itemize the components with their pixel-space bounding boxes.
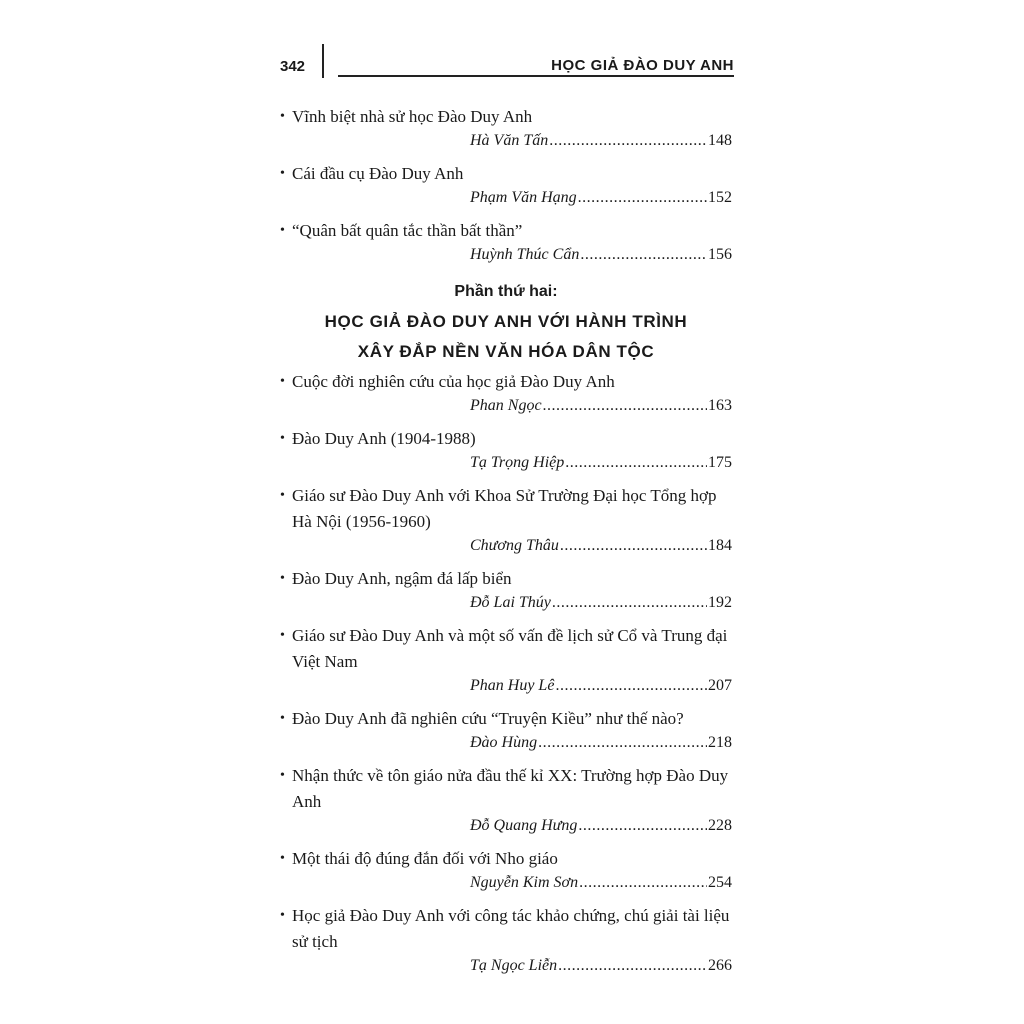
toc-entry-title: Đào Duy Anh (1904-1988) — [292, 429, 476, 448]
toc-entry-title: Đào Duy Anh đã nghiên cứu “Truyện Kiều” như thế nào? — [292, 709, 684, 728]
toc-entry-author: Hà Văn Tấn — [470, 132, 549, 149]
toc-entry-page: 163 — [708, 397, 732, 414]
toc-entry-title: Đào Duy Anh, ngậm đá lấp biển — [292, 569, 512, 588]
toc-entry — [280, 706, 732, 755]
header-rule — [338, 75, 734, 77]
toc-entry — [280, 623, 732, 698]
toc-entry-title: Vĩnh biệt nhà sử học Đào Duy Anh — [292, 107, 533, 126]
bullet: • — [280, 166, 285, 181]
dot-leader — [552, 591, 707, 615]
toc-entry-title: Giáo sư Đào Duy Anh và một số vấn đề lịch sử Cổ và Trung đại Việt Nam — [292, 626, 728, 671]
toc-entry — [280, 426, 732, 475]
bullet: • — [280, 488, 285, 503]
bullet: • — [280, 431, 285, 446]
toc-entry-author: Nguyễn Kim Sơn — [470, 874, 579, 891]
dot-leader — [578, 186, 707, 210]
section-title-line-1: HỌC GIẢ ĐÀO DUY ANH VỚI HÀNH TRÌNH — [324, 312, 688, 331]
toc-entry-page: 218 — [708, 734, 732, 751]
toc-entry-title: Học giả Đào Duy Anh với công tác khảo chứng, chú giải tài liệu sử tịch — [292, 906, 730, 951]
section-title-line-2: XÂY ĐẮP NỀN VĂN HÓA DÂN TỘC — [357, 342, 655, 361]
toc-entry — [280, 218, 732, 267]
toc-entry-author: Huỳnh Thúc Cẩn — [470, 246, 580, 263]
toc-entry-page: 184 — [708, 537, 732, 554]
dot-leader — [549, 129, 707, 153]
bullet: • — [280, 851, 285, 866]
toc-entry — [280, 903, 732, 978]
toc-entry — [280, 104, 732, 153]
toc-entry-title: Giáo sư Đào Duy Anh với Khoa Sử Trường Đại học Tổng hợp Hà Nội (1956-1960) — [292, 486, 717, 531]
dot-leader — [565, 451, 707, 475]
toc-entry-page: 228 — [708, 817, 732, 834]
toc-entry-author: Phạm Văn Hạng — [470, 189, 577, 206]
dot-leader — [578, 814, 707, 838]
toc-entry-page: 152 — [708, 189, 732, 206]
dot-leader — [555, 674, 707, 698]
dot-leader — [560, 534, 707, 558]
toc-entry-author: Tạ Trọng Hiệp — [470, 454, 565, 471]
toc-entry-page: 175 — [708, 454, 732, 471]
section-label: Phần thứ hai: — [454, 283, 558, 300]
toc-entry-title: Cuộc đời nghiên cứu của học giả Đào Duy Anh — [292, 372, 615, 391]
toc-entry-page: 192 — [708, 594, 732, 611]
toc-entry — [280, 369, 732, 418]
header-divider-vertical — [322, 44, 324, 78]
bullet: • — [280, 628, 285, 643]
page-number: 342 — [280, 58, 306, 75]
dot-leader — [579, 871, 707, 895]
bullet: • — [280, 374, 285, 389]
toc-entry-author: Chương Thâu — [470, 537, 559, 554]
dot-leader — [580, 243, 707, 267]
toc-entry-title: Một thái độ đúng đắn đối với Nho giáo — [292, 849, 558, 868]
bullet: • — [280, 109, 285, 124]
toc-entry-author: Đào Hùng — [470, 734, 538, 751]
dot-leader — [558, 954, 707, 978]
toc-entry-author: Phan Huy Lê — [470, 677, 555, 694]
toc-entry-page: 266 — [708, 957, 732, 974]
toc-entry — [280, 846, 732, 895]
toc-entry-page: 207 — [708, 677, 732, 694]
toc-list-part-one — [280, 104, 732, 275]
toc-entry-title: “Quân bất quân tắc thần bất thần” — [292, 221, 523, 240]
dot-leader — [543, 394, 707, 418]
toc-entry — [280, 161, 732, 210]
toc-list-part-two — [280, 369, 732, 986]
bullet: • — [280, 571, 285, 586]
bullet: • — [280, 223, 285, 238]
running-title: HỌC GIẢ ĐÀO DUY ANH — [551, 57, 734, 74]
toc-entry-page: 148 — [708, 132, 732, 149]
toc-entry-author: Tạ Ngọc Liễn — [470, 957, 558, 974]
toc-entry-page: 156 — [708, 246, 732, 263]
bullet: • — [280, 711, 285, 726]
toc-entry-author: Đỗ Lai Thúy — [470, 594, 551, 611]
toc-entry — [280, 763, 732, 838]
toc-entry-page: 254 — [708, 874, 732, 891]
toc-entry — [280, 483, 732, 558]
toc-entry-author: Đỗ Quang Hưng — [470, 817, 578, 834]
bullet: • — [280, 908, 285, 923]
bullet: • — [280, 768, 285, 783]
section-heading — [280, 280, 732, 365]
toc-entry-author: Phan Ngọc — [470, 397, 542, 414]
toc-entry-title: Cái đầu cụ Đào Duy Anh — [292, 164, 464, 183]
toc-entry — [280, 566, 732, 615]
toc-entry-title: Nhận thức về tôn giáo nửa đầu thế kỉ XX: Trường hợp Đào Duy Anh — [292, 766, 729, 811]
dot-leader — [538, 731, 707, 755]
